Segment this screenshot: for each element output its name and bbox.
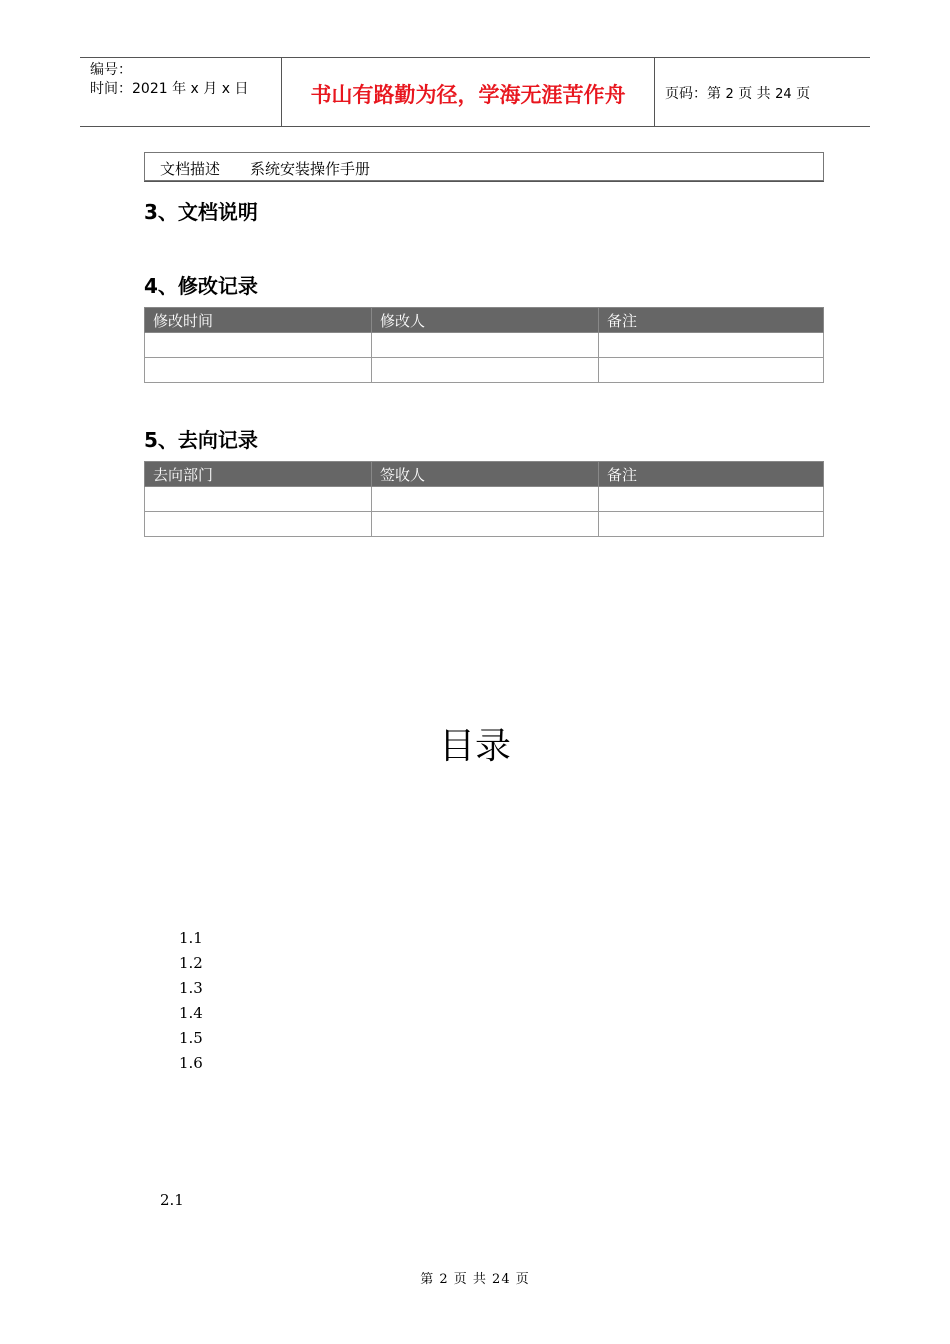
table-cell [145, 487, 372, 512]
header-motto: 书山有路勤为径，学海无涯苦作舟 [310, 82, 626, 107]
page-total: 24 [775, 87, 792, 102]
table-row [145, 512, 824, 537]
toc-item[interactable]: 1.4 [179, 1004, 203, 1022]
page-header [80, 57, 870, 127]
header-divider [654, 58, 655, 126]
table-cell [599, 333, 824, 358]
table-header-row [145, 462, 824, 487]
column-header: 修改时间 [145, 308, 372, 333]
column-header: 修改人 [372, 308, 599, 333]
toc-item[interactable]: 1.2 [179, 954, 203, 972]
table-cell [599, 512, 824, 537]
table-cell [372, 358, 599, 383]
toc-item[interactable]: 1.6 [179, 1054, 203, 1072]
column-header: 备注 [599, 308, 824, 333]
doc-description-label: 文档描述 [160, 160, 221, 178]
header-page-info [665, 83, 810, 103]
column-header: 签收人 [372, 462, 599, 487]
table-header-row [145, 308, 824, 333]
table-row [145, 358, 824, 383]
toc-list [179, 928, 203, 1078]
table-row [145, 333, 824, 358]
page-footer: 第 2 页 共 24 页 [420, 1272, 530, 1287]
doc-description-value: 系统安装操作手册 [250, 160, 371, 178]
page-prefix: 页码：第 [665, 86, 721, 102]
doc-number-label: 编号： [90, 62, 132, 78]
table-cell [372, 512, 599, 537]
table-cell [145, 358, 372, 383]
doc-description-row [144, 152, 824, 181]
table-cell [599, 487, 824, 512]
doc-time-label: 时间：2021 年 x 月 x 日 [90, 81, 249, 97]
column-header: 去向部门 [145, 462, 372, 487]
section-heading-modify-record: 4、修改记录 [144, 274, 258, 298]
toc-item[interactable]: 2.1 [160, 1191, 184, 1209]
toc-title: 目录 [438, 726, 511, 767]
table-row [145, 487, 824, 512]
destination-record-table [144, 461, 824, 537]
toc-item[interactable]: 1.5 [179, 1029, 203, 1047]
header-meta [90, 61, 248, 99]
page-mid: 页 共 [738, 86, 771, 102]
table-cell [145, 333, 372, 358]
table-cell [599, 358, 824, 383]
modify-record-table [144, 307, 824, 383]
table-cell [145, 512, 372, 537]
toc-item[interactable]: 1.1 [179, 929, 203, 947]
page-current: 2 [725, 87, 734, 102]
table-cell [372, 333, 599, 358]
page-suffix: 页 [796, 86, 811, 102]
column-header: 备注 [599, 462, 824, 487]
toc-item[interactable]: 1.3 [179, 979, 203, 997]
table-cell [372, 487, 599, 512]
section-heading-doc-notes: 3、文档说明 [144, 200, 258, 224]
section-heading-destination-record: 5、去向记录 [144, 428, 258, 452]
